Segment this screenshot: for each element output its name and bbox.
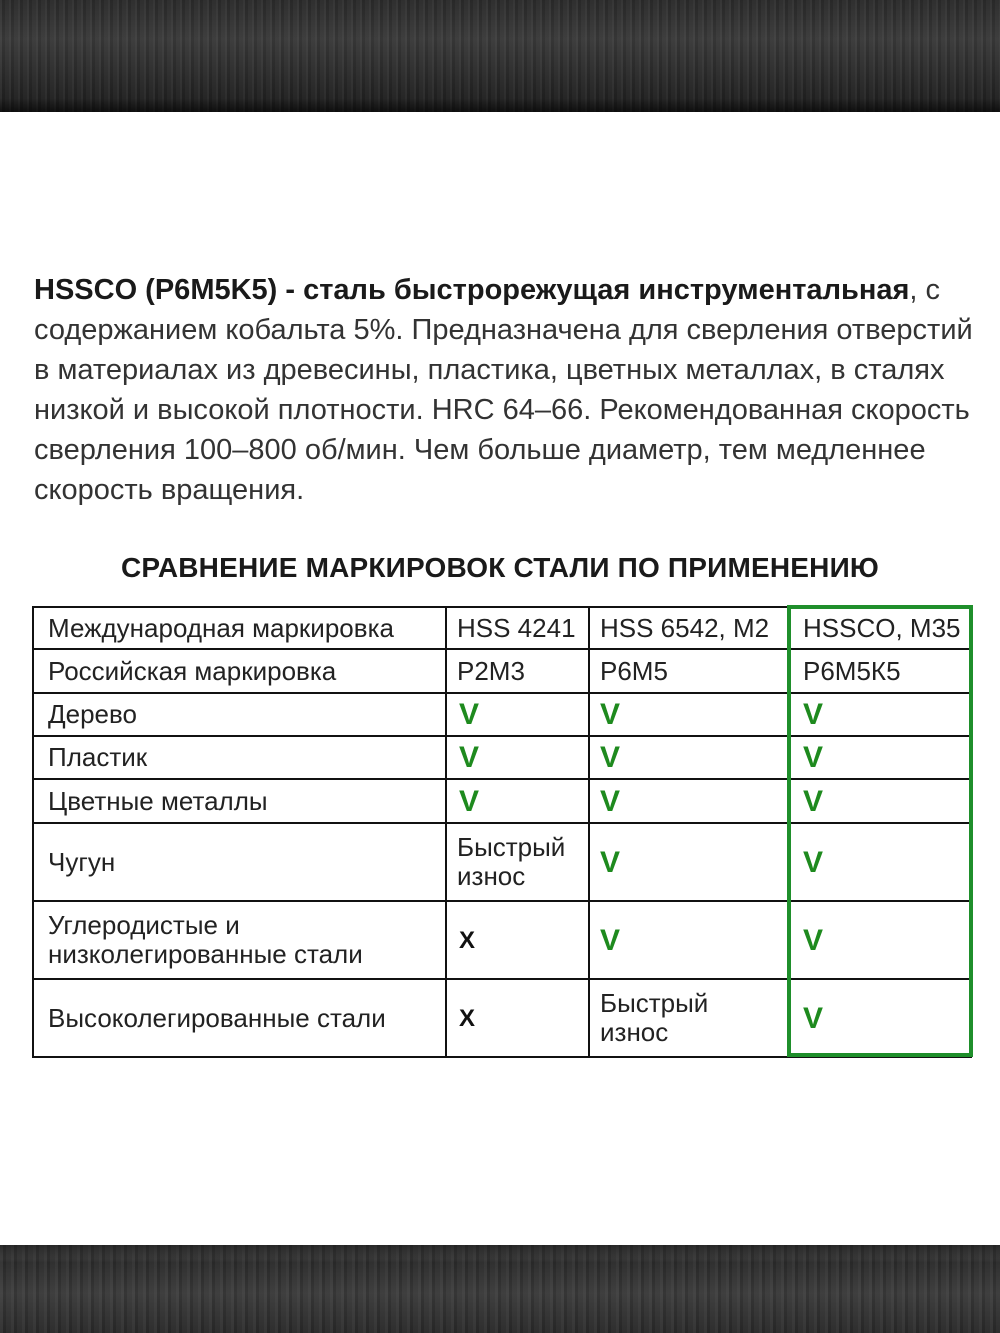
comparison-title: СРАВНЕНИЕ МАРКИРОВОК СТАЛИ ПО ПРИМЕНЕНИЮ bbox=[121, 552, 879, 583]
check-mark: V bbox=[789, 694, 972, 737]
dark-wood-top-band bbox=[0, 0, 1000, 112]
check-mark: V bbox=[590, 902, 789, 980]
check-mark: V bbox=[789, 980, 972, 1058]
check-mark: V bbox=[789, 902, 972, 980]
check-mark: V bbox=[590, 780, 789, 824]
table-cell: Быстрый износ bbox=[590, 980, 789, 1058]
row-label: Дерево bbox=[34, 694, 447, 737]
row-label: Чугун bbox=[34, 824, 447, 902]
product-description bbox=[34, 270, 974, 510]
check-mark: V bbox=[447, 780, 590, 824]
table-cell: Р6М5К5 bbox=[789, 650, 972, 694]
table-cell: Р2М3 bbox=[447, 650, 590, 694]
check-mark: V bbox=[590, 737, 789, 780]
check-mark: V bbox=[789, 737, 972, 780]
row-label: Пластик bbox=[34, 737, 447, 780]
dark-wood-bottom-band bbox=[0, 1245, 1000, 1333]
check-mark: V bbox=[789, 780, 972, 824]
check-mark: V bbox=[447, 737, 590, 780]
header-cell-hss4241: HSS 4241 bbox=[447, 608, 590, 650]
table-cell: Быстрый износ bbox=[447, 824, 590, 902]
row-label: Цветные металлы bbox=[34, 780, 447, 824]
check-mark: V bbox=[447, 694, 590, 737]
header-cell-hssco: HSSCO, M35 bbox=[789, 608, 972, 650]
cross-mark: X bbox=[447, 902, 590, 980]
cross-mark: X bbox=[447, 980, 590, 1058]
table-cell: Р6М5 bbox=[590, 650, 789, 694]
header-cell-hss6542: HSS 6542, M2 bbox=[590, 608, 789, 650]
check-mark: V bbox=[590, 694, 789, 737]
check-mark: V bbox=[590, 824, 789, 902]
check-mark: V bbox=[789, 824, 972, 902]
description-lead: HSSCO (P6M5K5) - сталь быстрорежущая инструментальная bbox=[34, 274, 910, 306]
row-label: Углеродистые и низколегированные стали bbox=[34, 902, 447, 980]
comparison-table bbox=[32, 606, 972, 1058]
row-label: Российская маркировка bbox=[34, 650, 447, 694]
header-cell-label: Международная маркировка bbox=[34, 608, 447, 650]
row-label: Высоколегированные стали bbox=[34, 980, 447, 1058]
description-text: , с содержанием кобальта 5%. Предназначена для сверления отверстий в материалах из древесины, пластика, цветных металлах, в сталях низкой и высокой плотности. HRC 64–66. Рекомендованная скорость сверления 100–800 об/мин. Чем больше диаметр, тем медленнее скорость вращения. bbox=[34, 274, 973, 506]
